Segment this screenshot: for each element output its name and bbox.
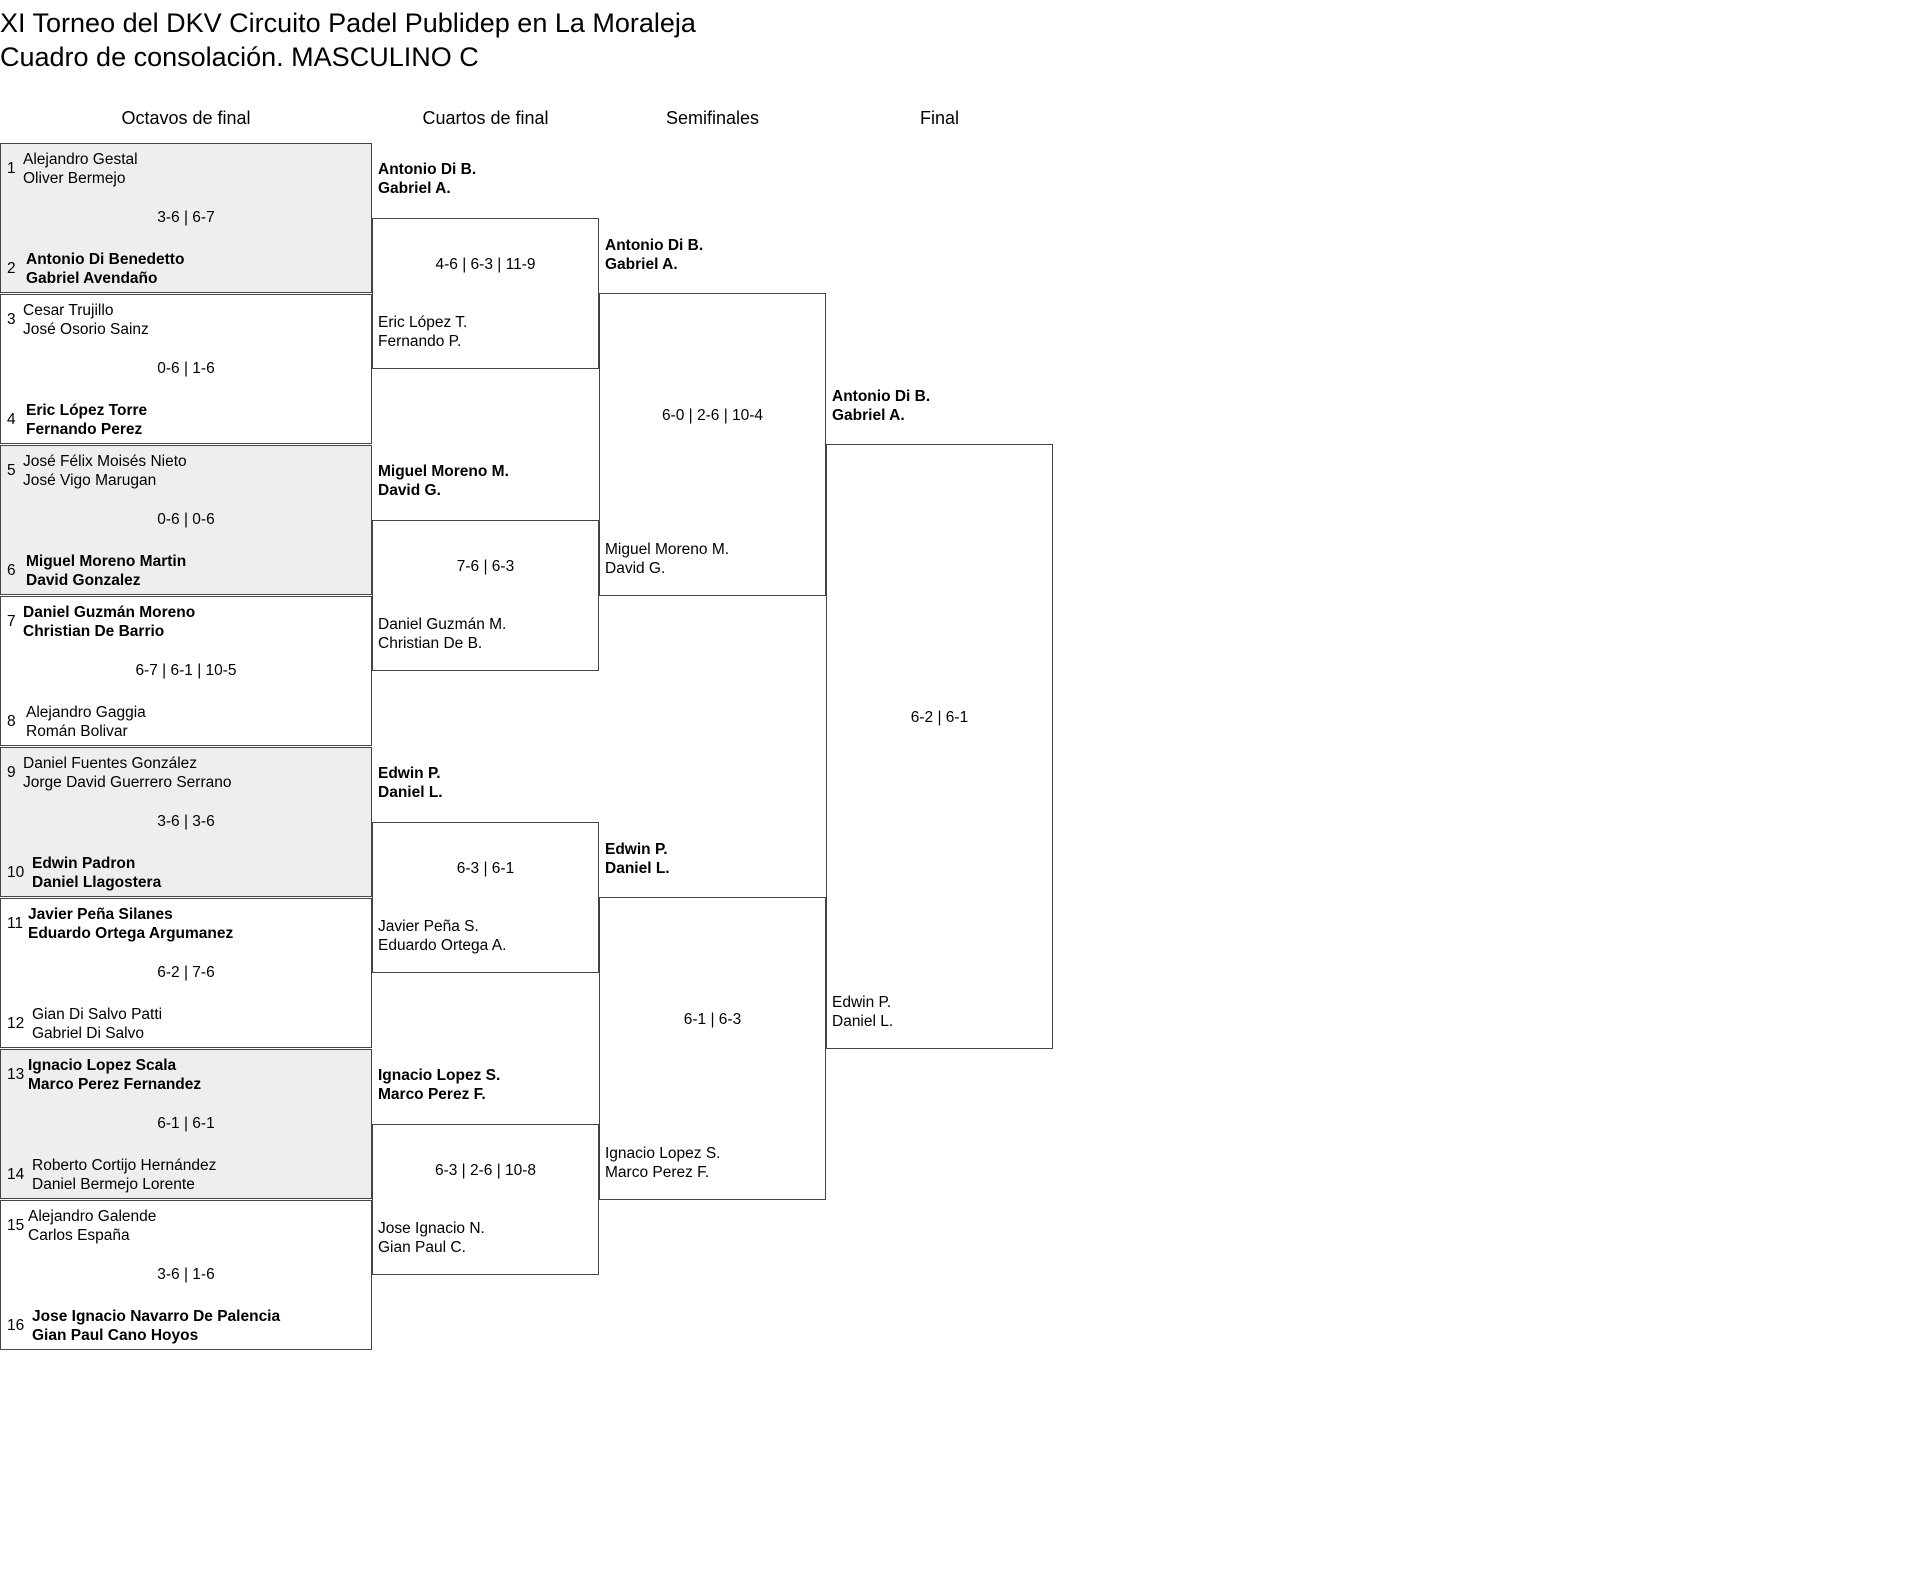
round-header-cuartos: Cuartos de final [422, 108, 549, 128]
player-name: Daniel Guzmán M. [378, 616, 507, 633]
player-name: Fernando P. [378, 333, 462, 350]
seed-number: 9 [7, 764, 16, 781]
team-pair [23, 603, 195, 641]
semis-match-score: 6-0 | 2-6 | 10-4 [661, 406, 764, 424]
seed-number: 16 [7, 1317, 25, 1334]
seed-number: 6 [7, 562, 16, 579]
player-name: Ignacio Lopez S. [605, 1145, 721, 1162]
team-pair [26, 703, 146, 741]
seed-number: 13 [7, 1066, 25, 1083]
octavos-match [0, 1049, 372, 1199]
player-name: Gabriel A. [832, 407, 905, 424]
team-pair [23, 150, 138, 188]
seed-number: 11 [7, 915, 24, 932]
octavos-match [0, 294, 372, 444]
cuartos-match-loser [378, 917, 506, 955]
player-name: Gabriel Di Salvo [32, 1025, 144, 1042]
match-score: 6-2 | 7-6 [157, 964, 215, 981]
player-name: Eduardo Ortega A. [378, 937, 507, 954]
semis-match-winner [605, 236, 703, 274]
player-name: Daniel Bermejo Lorente [32, 1176, 195, 1193]
player-name: Ignacio Lopez S. [378, 1067, 501, 1084]
player-name: José Osorio Sainz [23, 321, 149, 338]
player-name: Edwin P. [605, 841, 668, 858]
team-pair [32, 1156, 216, 1194]
team-pair [26, 250, 184, 288]
cuartos-match-winner [378, 462, 509, 500]
cuartos-match-winner [378, 1066, 500, 1104]
team-pair [32, 854, 161, 892]
final-match-winner [832, 387, 930, 425]
player-name: Gian Di Salvo Patti [32, 1006, 163, 1023]
player-name: Gabriel Avendaño [26, 270, 158, 287]
octavos-match [0, 445, 372, 595]
final-match-score: 6-2 | 6-1 [910, 708, 969, 726]
team-pair [23, 452, 187, 490]
player-name: Daniel L. [605, 860, 670, 877]
player-name: Daniel Guzmán Moreno [23, 604, 196, 621]
octavos-match [0, 898, 372, 1048]
seed-number: 1 [7, 160, 16, 177]
player-name: Daniel Llagostera [32, 874, 162, 891]
cuartos-match-score: 4-6 | 6-3 | 11-9 [435, 255, 536, 273]
player-name: Antonio Di Benedetto [26, 251, 185, 268]
team-pair [23, 301, 149, 339]
seed-number: 15 [7, 1217, 25, 1234]
cuartos-match-loser [378, 313, 467, 351]
match-score: 6-7 | 6-1 | 10-5 [135, 662, 237, 679]
player-name: Alejandro Galende [28, 1208, 157, 1225]
cuartos-match-score: 7-6 | 6-3 [456, 557, 515, 575]
player-name: Javier Peña S. [378, 918, 479, 935]
semis-match-winner [605, 840, 670, 878]
player-name: Gian Paul Cano Hoyos [32, 1327, 199, 1344]
team-pair [32, 1307, 280, 1345]
player-name: Jorge David Guerrero Serrano [23, 774, 232, 791]
seed-number: 8 [7, 713, 16, 730]
round-header-semifinales: Semifinales [665, 108, 760, 128]
player-name: Javier Peña Silanes [28, 906, 173, 923]
player-name: Miguel Moreno Martin [26, 553, 187, 570]
octavos-match [0, 143, 372, 293]
draw-subtitle: Cuadro de consolación. MASCULINO C [0, 42, 479, 72]
player-name: Jose Ignacio Navarro De Palencia [32, 1308, 281, 1325]
player-name: Oliver Bermejo [23, 170, 126, 187]
player-name: Gian Paul C. [378, 1239, 466, 1256]
seed-number: 7 [7, 613, 16, 630]
player-name: Eduardo Ortega Argumanez [28, 925, 234, 942]
match-score: 3-6 | 6-7 [157, 209, 215, 226]
player-name: David G. [378, 482, 441, 499]
player-name: Christian De Barrio [23, 623, 165, 640]
team-pair [28, 1207, 156, 1245]
player-name: Eric López T. [378, 314, 468, 331]
player-name: Roberto Cortijo Hernández [32, 1157, 217, 1174]
cuartos-match-loser [378, 1219, 485, 1257]
player-name: Christian De B. [378, 635, 483, 652]
seed-number: 5 [7, 462, 16, 479]
octavos-match [0, 596, 372, 746]
player-name: Eric López Torre [26, 402, 148, 419]
player-name: Antonio Di B. [832, 388, 931, 405]
player-name: Antonio Di B. [378, 161, 477, 178]
seed-number: 4 [7, 411, 16, 428]
seed-number: 2 [7, 260, 16, 277]
seed-number: 12 [7, 1015, 25, 1032]
player-name: Alejandro Gestal [23, 151, 138, 168]
match-score: 0-6 | 1-6 [157, 360, 215, 377]
player-name: Carlos España [28, 1227, 130, 1244]
player-name: Antonio Di B. [605, 237, 704, 254]
cuartos-match-score: 6-3 | 2-6 | 10-8 [434, 1161, 537, 1179]
final-match-box [826, 444, 1053, 1049]
team-pair [26, 401, 147, 439]
seed-number: 10 [7, 864, 25, 881]
match-score: 3-6 | 3-6 [157, 813, 215, 830]
seed-number: 3 [7, 311, 16, 328]
match-score: 6-1 | 6-1 [157, 1115, 215, 1132]
player-name: José Félix Moisés Nieto [23, 453, 187, 470]
team-pair [26, 552, 186, 590]
player-name: David Gonzalez [26, 572, 141, 589]
team-pair [32, 1005, 162, 1043]
semis-match-score: 6-1 | 6-3 [683, 1010, 742, 1028]
player-name: Edwin Padron [32, 855, 136, 872]
semis-match-loser [605, 1144, 720, 1182]
round-header-final: Final [919, 108, 959, 128]
player-name: Edwin P. [378, 765, 441, 782]
player-name: Edwin P. [832, 994, 892, 1011]
round-header-octavos: Octavos de final [121, 108, 251, 128]
player-name: Daniel Fuentes González [23, 755, 198, 772]
match-score: 0-6 | 0-6 [157, 511, 215, 528]
team-pair [28, 1056, 201, 1094]
player-name: David G. [605, 560, 666, 577]
player-name: Marco Perez F. [605, 1164, 710, 1181]
player-name: Alejandro Gaggia [26, 704, 146, 721]
match-score: 3-6 | 1-6 [157, 1266, 215, 1283]
octavos-match [0, 747, 372, 897]
team-pair [28, 905, 233, 943]
player-name: Román Bolivar [26, 723, 128, 740]
player-name: Ignacio Lopez Scala [28, 1057, 177, 1074]
player-name: Miguel Moreno M. [605, 541, 730, 558]
cuartos-match-winner [378, 160, 476, 198]
team-pair [23, 754, 232, 792]
cuartos-match-score: 6-3 | 6-1 [456, 859, 515, 877]
cuartos-match-loser [378, 615, 506, 653]
player-name: Daniel L. [378, 784, 443, 801]
player-name: Marco Perez F. [378, 1086, 486, 1103]
player-name: José Vigo Marugan [23, 472, 157, 489]
octavos-match [0, 1200, 372, 1350]
player-name: Cesar Trujillo [23, 302, 114, 319]
player-name: Daniel L. [832, 1013, 894, 1030]
semis-match-loser [605, 540, 729, 578]
tournament-title: XI Torneo del DKV Circuito Padel Publidep en La Moraleja [0, 8, 696, 38]
player-name: Gabriel A. [378, 180, 451, 197]
seed-number: 14 [7, 1166, 25, 1183]
player-name: Fernando Perez [26, 421, 143, 438]
player-name: Gabriel A. [605, 256, 678, 273]
player-name: Marco Perez Fernandez [28, 1076, 202, 1093]
final-match-loser [832, 993, 893, 1031]
cuartos-match-winner [378, 764, 443, 802]
player-name: Miguel Moreno M. [378, 463, 509, 480]
player-name: Jose Ignacio N. [378, 1220, 485, 1237]
